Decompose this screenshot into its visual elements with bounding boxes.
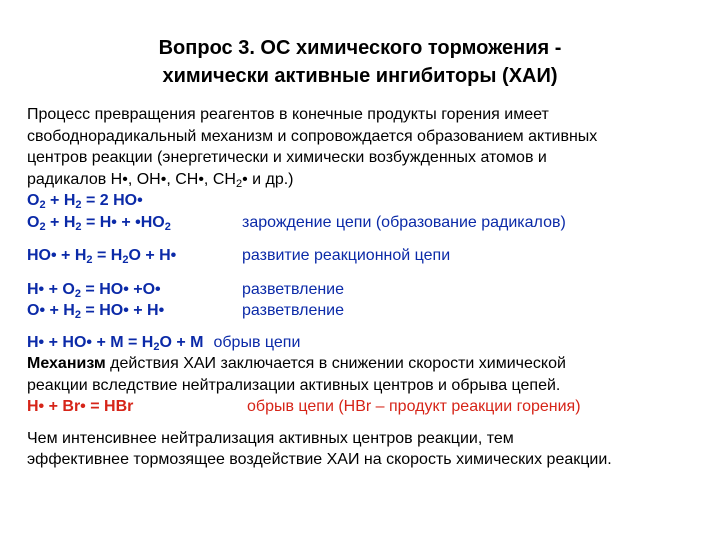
mechanism-term: Механизм xyxy=(27,355,106,372)
equation-description: обрыв цепи xyxy=(213,333,301,351)
intro-line-1: Процесс превращения реагентов в конечные продукты горения имеет xyxy=(27,106,549,123)
equation-text: $O_2 + H_2$ = H• + $•HO_2$ xyxy=(27,213,171,233)
equation-propagation xyxy=(27,245,707,267)
mechanism-line-2: реакции вследствие нейтрализации активных центров и обрыва цепей. xyxy=(27,376,561,394)
intro-line-4-subscript: 2 xyxy=(235,177,243,190)
equation-bromine-termination xyxy=(27,396,707,418)
title-line-2: химически активные ингибиторы (ХАИ) xyxy=(162,65,558,87)
intro-line-2: свободнорадикальный механизм и сопровождается образованием активных xyxy=(27,127,598,145)
intro-line-4 xyxy=(27,169,707,191)
intro-line-3: центров реакции (энергетически и химически возбужденных атомов и xyxy=(27,149,547,166)
conclusion-line-2: эффективнее тормозящее воздействие ХАИ на скорость химических реакции. xyxy=(27,451,612,468)
mechanism-line-1 xyxy=(27,353,707,375)
equation-description: разветвление xyxy=(242,302,345,319)
equation-text: O• + $H_2$ = HO• + H• xyxy=(27,302,165,321)
intro-line-4-text: радикалов Н•, ОН•, СН•, СН xyxy=(27,170,236,188)
equation-text: $O_2 + H_2 = 2$ HO• xyxy=(27,192,143,211)
slide-title xyxy=(0,34,720,90)
equation-initiation-1 xyxy=(27,190,707,212)
equation-branching-2 xyxy=(27,300,707,322)
equation-description: зарождение цепи (образование радикалов) xyxy=(242,213,566,231)
equation-text: H• + HO• + $M = H_2O + M$ xyxy=(27,333,204,353)
equation-initiation-2 xyxy=(27,212,707,234)
equation-branching-1 xyxy=(27,279,707,301)
slide-content xyxy=(27,104,707,471)
equation-text: HO• + $H_2 = H_2O$ + H• xyxy=(27,247,177,266)
equation-termination xyxy=(27,332,707,354)
conclusion-line-1: Чем интенсивнее нейтрализация активных центров реакции, тем xyxy=(27,429,514,447)
intro-line-4-tail: • и др.) xyxy=(242,170,294,188)
equation-description: обрыв цепи (HBr – продукт реакции горения) xyxy=(247,398,581,415)
equation-description: разветвление xyxy=(242,280,345,298)
mechanism-text: действия ХАИ заключается в снижении скорости химической xyxy=(105,355,566,372)
equation-text: H• + Br• = HBr xyxy=(27,398,134,415)
equation-description: развитие реакционной цепи xyxy=(242,247,451,264)
title-line-1: Вопрос 3. ОС химического торможения - xyxy=(158,37,562,59)
equation-text: H• + $O_2$ = HO• +O• xyxy=(27,280,161,300)
